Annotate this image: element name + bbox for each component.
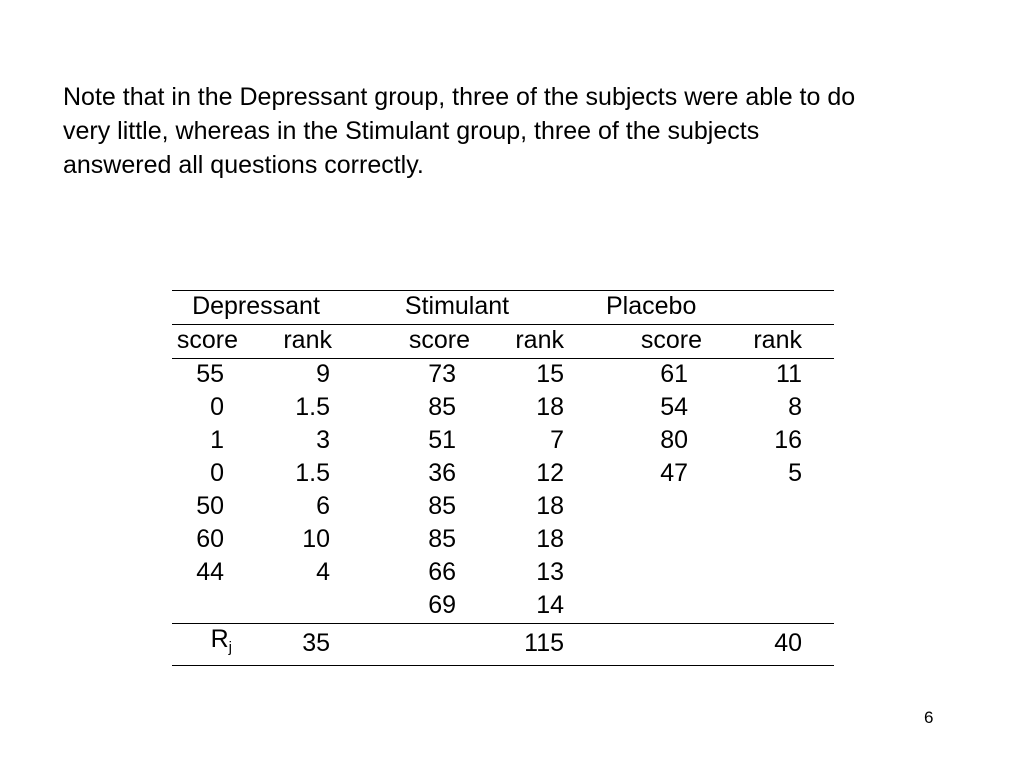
note-line-3: answered all questions correctly. xyxy=(63,151,424,179)
rank-cell: 12 xyxy=(536,459,564,487)
totals-label-sub: j xyxy=(228,639,232,656)
score-cell: 80 xyxy=(660,426,688,454)
table-row xyxy=(172,458,834,491)
score-cell: 54 xyxy=(660,393,688,421)
table-row xyxy=(172,590,834,624)
score-cell: 66 xyxy=(428,558,456,586)
group-header-stimulant: Stimulant xyxy=(340,291,574,325)
score-cell xyxy=(574,491,702,524)
rank-cell: 16 xyxy=(774,426,802,454)
sub-header-rank: rank xyxy=(702,325,802,359)
score-cell: 61 xyxy=(660,360,688,388)
table-row xyxy=(172,524,834,557)
rank-cell: 18 xyxy=(536,393,564,421)
group-header-placebo: Placebo xyxy=(574,291,834,325)
row-spacer xyxy=(802,557,834,590)
rank-cell xyxy=(702,524,802,557)
row-spacer xyxy=(802,458,834,491)
score-cell xyxy=(172,590,238,624)
score-cell: 50 xyxy=(196,492,224,520)
score-cell: 44 xyxy=(196,558,224,586)
table-row xyxy=(172,425,834,458)
rank-cell: 5 xyxy=(788,459,802,487)
score-cell xyxy=(574,590,702,624)
rank-cell: 11 xyxy=(776,360,802,388)
rank-cell: 13 xyxy=(536,558,564,586)
score-cell xyxy=(574,557,702,590)
sub-header-rank: rank xyxy=(238,325,340,359)
rank-cell: 3 xyxy=(316,426,330,454)
total-placebo: 40 xyxy=(702,624,802,666)
score-cell: 60 xyxy=(196,525,224,553)
rank-cell: 8 xyxy=(788,393,802,421)
row-spacer xyxy=(802,425,834,458)
score-cell: 1 xyxy=(210,426,224,454)
score-cell: 36 xyxy=(428,459,456,487)
table-row xyxy=(172,557,834,590)
score-cell: 69 xyxy=(428,591,456,619)
totals-label xyxy=(172,624,238,666)
table-row xyxy=(172,392,834,425)
table-row xyxy=(172,491,834,524)
totals-row xyxy=(172,624,834,666)
total-stimulant: 115 xyxy=(470,624,574,666)
sub-header-score: score xyxy=(340,325,470,359)
score-cell: 0 xyxy=(210,393,224,421)
rank-cell: 1.5 xyxy=(295,459,330,487)
group-header-depressant: Depressant xyxy=(172,291,340,325)
score-cell: 0 xyxy=(210,459,224,487)
row-spacer xyxy=(802,524,834,557)
score-cell: 85 xyxy=(428,492,456,520)
row-spacer xyxy=(802,359,834,393)
rank-cell: 14 xyxy=(536,591,564,619)
sub-header-score: score xyxy=(574,325,702,359)
rank-cell: 7 xyxy=(550,426,564,454)
row-spacer xyxy=(802,392,834,425)
row-spacer xyxy=(802,491,834,524)
note-line-2: very little, whereas in the Stimulant group, three of the subjects xyxy=(63,117,760,145)
table-row xyxy=(172,359,834,393)
total-depressant: 35 xyxy=(238,624,340,666)
score-cell: 73 xyxy=(428,360,456,388)
rank-cell: 15 xyxy=(536,360,564,388)
page-number: 6 xyxy=(924,708,934,727)
group-header-row xyxy=(172,291,834,325)
rank-cell: 18 xyxy=(536,492,564,520)
sub-header-row xyxy=(172,325,834,359)
score-cell: 51 xyxy=(428,426,456,454)
rank-cell: 1.5 xyxy=(295,393,330,421)
sub-header-score: score xyxy=(172,325,238,359)
rank-cell: 18 xyxy=(536,525,564,553)
rank-cell: 9 xyxy=(316,360,330,388)
rank-cell xyxy=(702,491,802,524)
rank-cell: 10 xyxy=(302,525,330,553)
score-cell: 47 xyxy=(660,459,688,487)
rank-cell xyxy=(702,557,802,590)
score-cell: 85 xyxy=(428,525,456,553)
table-body xyxy=(172,359,834,624)
rank-cell: 6 xyxy=(316,492,330,520)
rank-cell: 4 xyxy=(316,558,330,586)
note-line-1: Note that in the Depressant group, three of the subjects were able to do xyxy=(63,83,856,111)
sub-header-rank: rank xyxy=(470,325,574,359)
totals-label-main: R xyxy=(210,625,229,653)
score-cell xyxy=(574,524,702,557)
score-cell: 55 xyxy=(196,360,224,388)
rank-cell xyxy=(702,590,802,624)
rank-cell xyxy=(238,590,340,624)
rank-table xyxy=(172,290,834,666)
slide-note xyxy=(63,80,983,182)
row-spacer xyxy=(802,590,834,624)
score-cell: 85 xyxy=(428,393,456,421)
